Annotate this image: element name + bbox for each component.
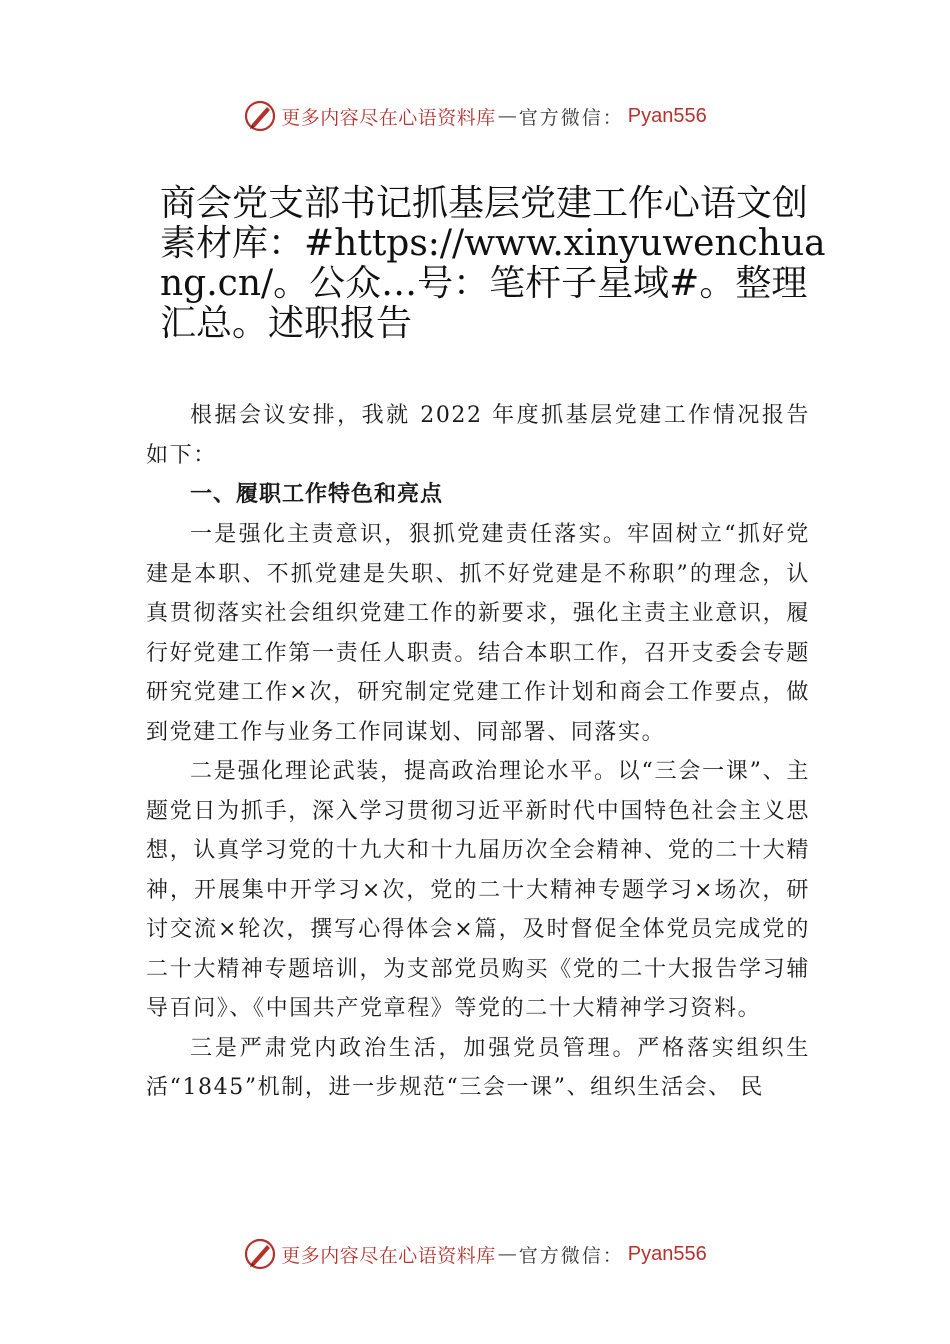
document-body — [146, 396, 810, 1108]
body-paragraph: 三是严肃党内政治生活，加强党员管理。严格落实组织生活“1845”机制，进一步规范“三会一课”、组织生活会、 民 — [146, 1035, 810, 1100]
banner-main-text: 更多内容尽在心语资料库 — [281, 106, 496, 129]
banner-separator: — — [497, 105, 517, 127]
body-paragraph: 一是强化主责意识，狠抓党建责任落实。牢固树立“抓好党建是本职、不抓党建是失职、抓不好党建是不称职”的理念，认真贯彻落实社会组织党建工作的新要求，强化主责主业意识，履行好党建工作第一责任人职责。结合本职工作，召开支委会专题研究党建工作×次，研究制定党建工作计划和商会工作要点，做到党建工作与业务工作同谋划、同部署、同落实。 — [146, 522, 810, 745]
pen-logo-icon — [243, 1237, 277, 1271]
footer-banner — [0, 1234, 950, 1274]
header-banner — [0, 96, 950, 136]
document-title: 商会党支部书记抓基层党建工作心语文创素材库：#https://www.xinyuwenchuang.cn/。公众…号：笔杆子星域#。整理汇总。述职报告 — [160, 183, 826, 344]
pen-logo-icon — [243, 99, 277, 133]
banner-wechat-label: 官方微信： — [518, 1244, 624, 1267]
body-paragraph: 二是强化理论武装，提高政治理论水平。以“三会一课”、主题党日为抓手，深入学习贯彻习近平新时代中国特色社会主义思想，认真学习党的十九大和十九届历次全会精神、党的二十大精神，开展集中开学习×次，党的二十大精神专题学习×场次，研讨交流×轮次，撰写心得体会×篇，及时督促全体党员完成党的二十大精神专题培训，为支部党员购买《党的二十大报告学习辅导百问》、《中国共产党章程》等党的二十大精神学习资料。 — [146, 759, 810, 1021]
banner-wechat-id: Pyan556 — [627, 1242, 707, 1265]
banner-main-text: 更多内容尽在心语资料库 — [281, 1244, 496, 1267]
section-heading: 一、履职工作特色和亮点 — [190, 482, 444, 507]
banner-wechat-id: Pyan556 — [627, 104, 707, 127]
banner-wechat-label: 官方微信： — [518, 106, 624, 129]
banner-separator: — — [497, 1243, 517, 1265]
intro-paragraph: 根据会议安排，我就 2022 年度抓基层党建工作情况报告如下： — [146, 403, 810, 468]
